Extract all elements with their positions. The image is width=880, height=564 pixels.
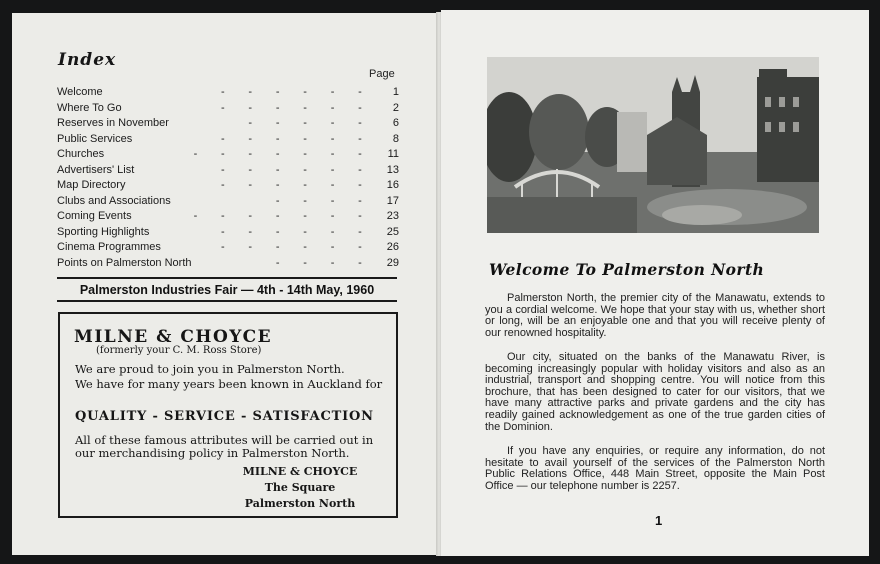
index-entry-label: Map Directory [57, 179, 126, 191]
index-entry-label: Coming Events [57, 210, 132, 222]
index-entry-page: 29 [386, 256, 399, 269]
index-entry: Sporting Highlights - - - - - - 25 [57, 225, 399, 241]
index-entry-page: 23 [386, 210, 399, 222]
index-entry: Welcome - - - - - - 1 [57, 85, 399, 101]
advert-company-name: MILNE & CHOYCE [74, 327, 273, 347]
city-scene-image [487, 57, 819, 233]
index-entry-page: 17 [386, 194, 399, 207]
index-entry-page: 6 [392, 117, 399, 129]
advertisement-box [58, 312, 398, 518]
welcome-paragraph-2: Our city, situated on the banks of the Manawatu River, is becoming increasingly popular with holiday visitors and also as an industrial, transport and shopping centre. You will notice from this brochure, that has been designed to cater for our visitors, that we have many attractive parks and private gardens and the city has readily gained acknowledgement as one of the true garden cities of the Dominion. [485, 351, 825, 433]
index-entry-page: 8 [392, 132, 399, 145]
divider-rule [57, 300, 397, 302]
right-page [441, 10, 869, 556]
index-entry-label: Where To Go [57, 101, 122, 114]
index-entry: Reserves in November - - - - - 6 [57, 116, 399, 132]
advert-line-1: We are proud to join you in Palmerston North. [75, 362, 345, 376]
index-entry-label: Reserves in November [57, 117, 169, 129]
index-entry: Map Directory - - - - - - 16 [57, 178, 399, 194]
left-page [12, 13, 438, 555]
advert-signature-street: The Square [264, 481, 336, 494]
index-entry-page: 1 [392, 86, 399, 98]
advert-signature-name: MILNE & CHOYCE [242, 465, 358, 478]
index-entry-label: Cinema Programmes [57, 241, 161, 253]
index-entry-label: Welcome [57, 86, 103, 98]
advert-formerly: (formerly your C. M. Ross Store) [96, 345, 262, 356]
welcome-paragraph-3: If you have any enquiries, or require any information, do not hesitate to avail yourself of the services of the Palmerston North Public Relations Office, 448 Main Street, opposite the Main Post Office — our telephone number is 2257. [485, 445, 825, 492]
index-title: Index [58, 50, 117, 70]
page-number: 1 [655, 513, 663, 528]
fair-banner: Palmerston Industries Fair — 4th - 14th May, 1960 [79, 283, 375, 297]
city-photograph [487, 57, 819, 233]
index-entry-label: Churches [57, 148, 105, 160]
advert-line-3: All of these famous attributes will be carried out in our merchandising policy in Palmerston North. [75, 433, 374, 460]
index-entry-label: Clubs and Associations [57, 194, 171, 207]
index-entry: Clubs and Associations - - - - 17 [57, 194, 399, 210]
index-entry-label: Advertisers' List [57, 163, 135, 176]
index-entry-page: 11 [387, 148, 399, 160]
index-entry-page: 16 [386, 179, 399, 191]
welcome-paragraph-1: Palmerston North, the premier city of the Manawatu, extends to you a cordial welcome. We hope that your stay with us, whether short or long, will be an enjoyable one and that you will receive plenty of our renowned hospitality. [485, 292, 825, 339]
index-entry: Cinema Programmes - - - - - - 26 [57, 240, 399, 256]
advert-signature-city: Palmerston North [244, 497, 356, 510]
index-entry-page: 25 [386, 225, 399, 238]
index-entry-label: Sporting Highlights [57, 225, 150, 238]
page-column-header: Page [369, 68, 395, 80]
index-entry-page: 26 [386, 241, 399, 253]
advert-line-2: We have for many years been known in Auckland for [75, 377, 383, 391]
index-entry: Advertisers' List - - - - - - 13 [57, 163, 399, 179]
index-entry-page: 2 [392, 101, 399, 114]
index-list [57, 85, 399, 271]
advert-tagline: QUALITY - SERVICE - SATISFACTION [75, 409, 374, 424]
index-entry: Public Services - - - - - - 8 [57, 132, 399, 148]
index-entry: Coming Events - - - - - - - 23 [57, 209, 399, 225]
index-entry-page: 13 [386, 163, 399, 176]
index-entry: Where To Go - - - - - - 2 [57, 101, 399, 117]
index-entry-label: Points on Palmerston North [57, 256, 192, 269]
index-entry: Churches - - - - - - - 11 [57, 147, 399, 163]
welcome-headline: Welcome To Palmerston North [489, 260, 765, 279]
divider-rule [57, 277, 397, 279]
index-entry: Points on Palmerston North - - - - 29 [57, 256, 399, 272]
index-entry-label: Public Services [57, 132, 133, 145]
